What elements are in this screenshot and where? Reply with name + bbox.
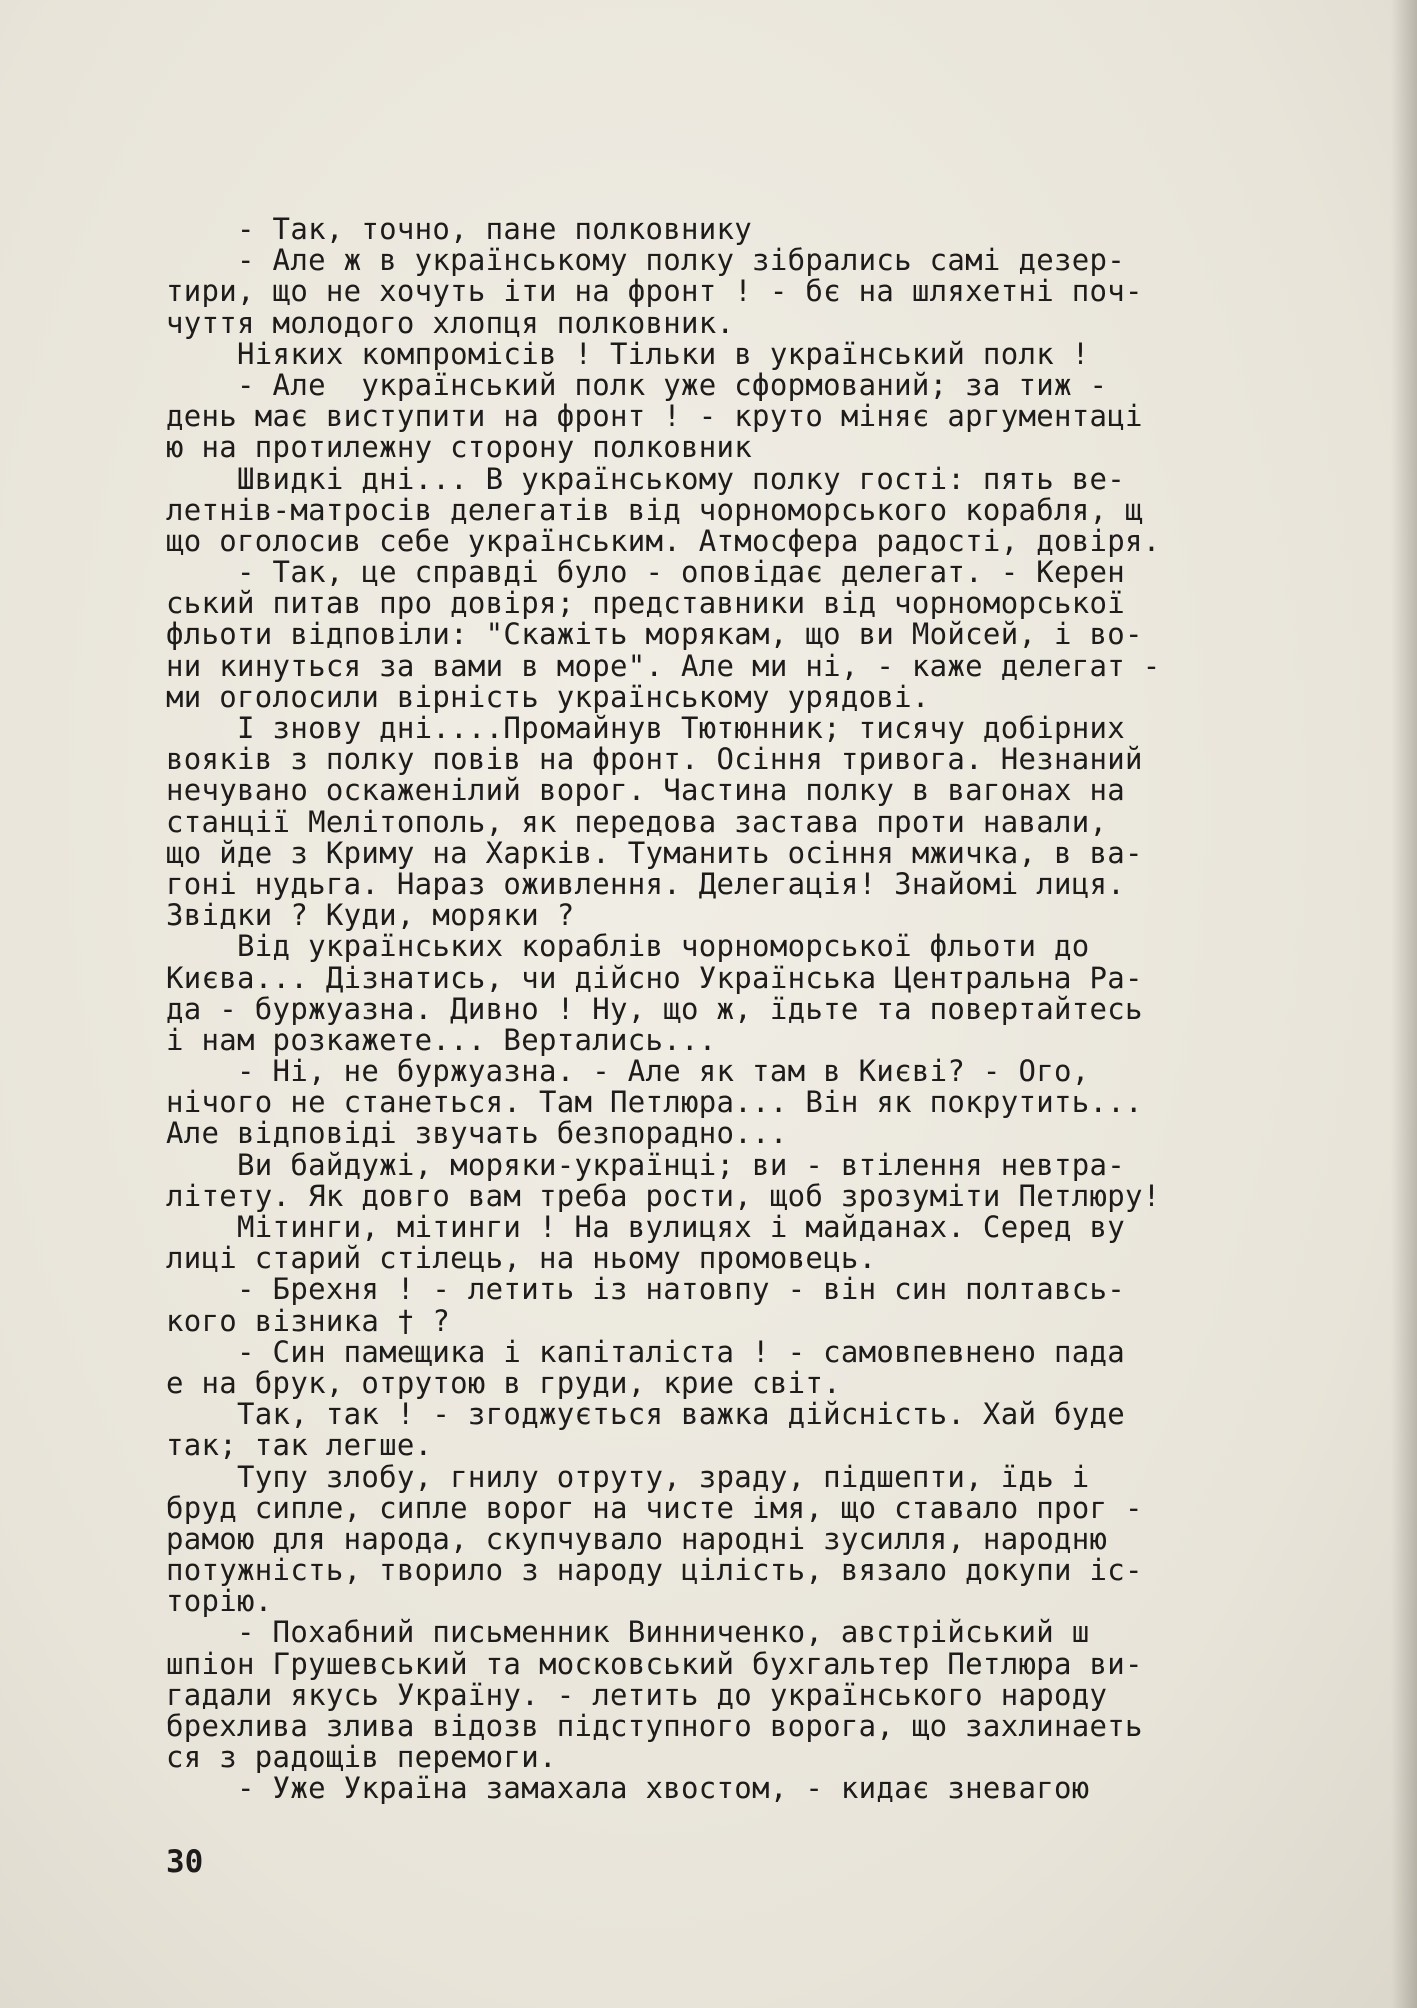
text-line: потужність, творило з народу цілість, вязало докупи іс- <box>166 1553 1143 1588</box>
text-line: Але відповіді звучать безпорадно... <box>166 1116 788 1151</box>
body-text <box>166 214 1346 1805</box>
text-line: е на брук, отрутою в груди, крие світ. <box>166 1365 841 1400</box>
text-line: станції Мелітополь, як передова застава проти навали, <box>166 804 1108 839</box>
text-line: так; так легше. <box>166 1428 433 1463</box>
text-line: гадали якусь Україну. - летить до українського народу <box>166 1677 1108 1712</box>
text-line: шпіон Грушевський та московський бухгальтер Петлюра ви- <box>166 1646 1143 1681</box>
text-line: літету. Як довго вам треба рости, щоб зрозуміти Петлюру! <box>166 1178 1161 1213</box>
text-line: торію. <box>166 1584 273 1619</box>
text-line: Мітинги, мітинги ! На вулицях і майданах. Серед ву <box>166 1210 1126 1244</box>
text-line: лиці старий стілець, на ньому промовець. <box>166 1241 877 1276</box>
text-line: Від українських кораблів чорноморської фльоти до <box>166 929 1090 964</box>
text-line: Києва... Дізнатись, чи дійсно Українська Центральна Ра- <box>166 960 1143 995</box>
text-line: чуття молодого хлопця полковник. <box>166 305 735 340</box>
text-line: - Брехня ! - летить із натовпу - він син полтавсь- <box>166 1272 1126 1307</box>
text-line: кого візника † ? <box>166 1303 451 1338</box>
text-line: що оголосив себе українським. Атмосфера радості, довіря. <box>166 523 1161 558</box>
text-line: день має виступити на фронт ! - круто міняє аргументаці <box>166 399 1143 434</box>
text-line: ми оголосили вірність українському урядові. <box>166 679 930 714</box>
text-line: да - буржуазна. Дивно ! Ну, що ж, їдьте та повертайтесь <box>166 991 1143 1026</box>
text-line: ський питав про довіря; представники від чорноморської <box>166 586 1126 621</box>
text-line: Ви байдужі, моряки-українці; ви - втілення невтра- <box>166 1147 1126 1182</box>
text-line: рамою для народа, скупчувало народні зусилля, народню <box>166 1521 1108 1556</box>
text-line: Тупу злобу, гнилу отруту, зраду, підшепти, їдь і <box>166 1459 1090 1494</box>
text-line: - Уже Україна замахала хвостом, - кидає зневагою <box>166 1771 1090 1806</box>
text-line: - Так, точно, пане полковнику <box>166 212 753 246</box>
text-line: - Похабний письменник Винниченко, австрійський ш <box>166 1615 1090 1650</box>
text-line: ни кинуться за вами в море". Але ми ні, - каже делегат - <box>166 648 1161 683</box>
text-line: Ніяких компромісів ! Тільки в український полк ! <box>166 336 1090 371</box>
text-line: вояків з полку повів на фронт. Осіння тривога. Незнаний <box>166 742 1143 777</box>
text-line: - Але ж в українському полку зібрались самі дезер- <box>166 243 1126 278</box>
text-line: І знову дні....Промайнув Тютюнник; тисячу добірних <box>166 711 1126 745</box>
text-line: Швидкі дні... В українському полку гості: пять ве- <box>166 461 1126 496</box>
page-edge-shadow <box>1391 0 1417 2008</box>
text-line: Звідки ? Куди, моряки ? <box>166 898 575 933</box>
text-line: і нам розкажете... Вертались... <box>166 1022 717 1057</box>
text-line: тири, що не хочуть іти на фронт ! - бє на шляхетні поч- <box>166 274 1143 309</box>
text-line: нічого не станеться. Там Петлюра... Він як покрутить... <box>166 1085 1143 1120</box>
text-line: - Так, це справді було - оповідає делегат. - Керен <box>166 555 1126 590</box>
text-line: що йде з Криму на Харків. Туманить осіння мжичка, в ва- <box>166 835 1143 870</box>
text-line: брехлива злива відозв підступного ворога, що захлинаеть <box>166 1709 1143 1743</box>
text-line: - Син памещика і капіталіста ! - самовпевнено пада <box>166 1334 1126 1369</box>
text-line: - Ні, не буржуазна. - Але як там в Києві? - Ого, <box>166 1054 1090 1089</box>
text-line: гоні нудьга. Нараз оживлення. Делегація! Знайомі лиця. <box>166 866 1126 901</box>
text-line: нечувано оскаженілий ворог. Частина полку в вагонах на <box>166 773 1126 808</box>
text-line: летнів-матросів делегатів від чорноморського корабля, щ <box>166 492 1143 527</box>
text-line: фльоти відповіли: "Скажіть морякам, що ви Мойсей, і во- <box>166 617 1143 652</box>
text-line: - Але український полк уже сформований; за тиж - <box>166 367 1108 402</box>
text-line: Так, так ! - згоджується важка дійсність. Хай буде <box>166 1397 1126 1432</box>
text-line: ся з радощів перемоги. <box>166 1740 557 1775</box>
text-line: бруд сипле, сипле ворог на чисте імя, що ставало прог - <box>166 1490 1143 1525</box>
page-number: 30 <box>166 1844 204 1880</box>
text-line: ю на протилежну сторону полковник <box>166 430 753 465</box>
